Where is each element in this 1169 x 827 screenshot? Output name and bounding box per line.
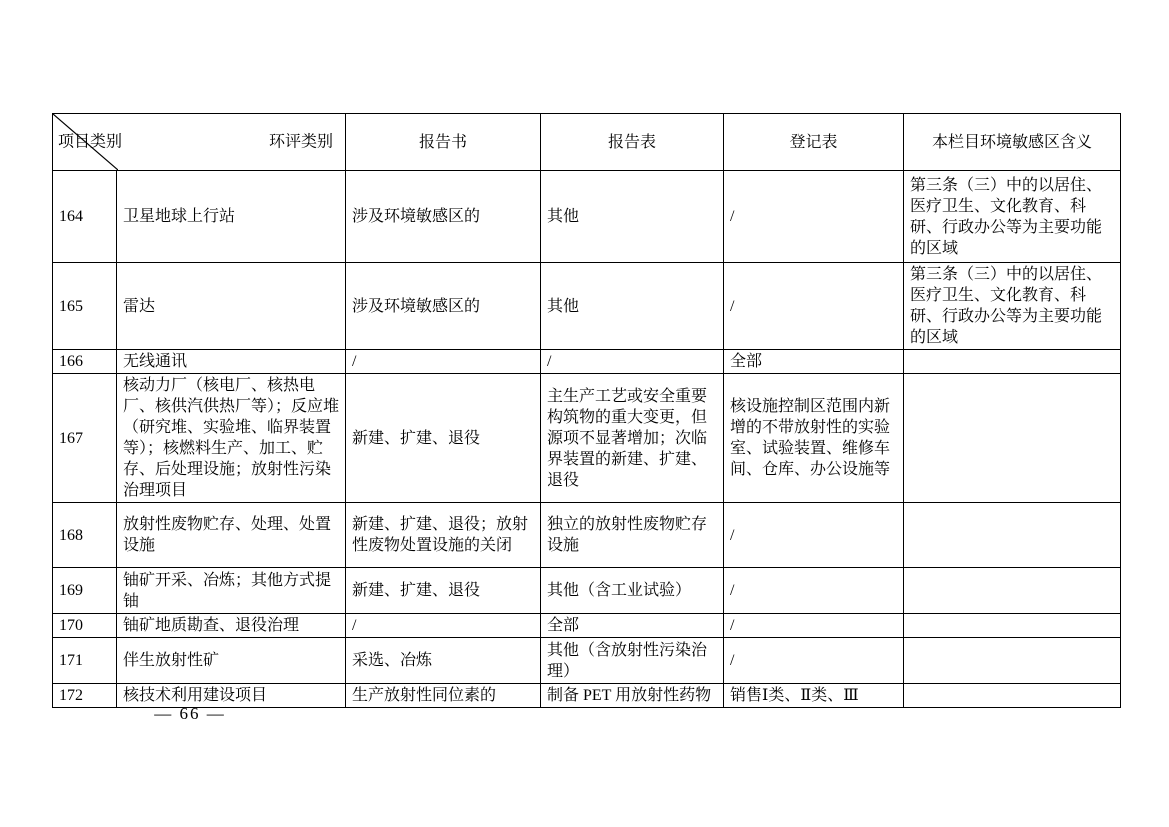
report-form-cell: 独立的放射性废物贮存设施 [541,503,724,568]
report-book-cell: 新建、扩建、退役；放射性废物处置设施的关闭 [346,503,541,568]
registration-form-cell: / [724,503,904,568]
table-row-171 [53,638,1121,684]
report-form-cell: 其他（含工业试验） [541,568,724,614]
table-row-167 [53,374,1121,503]
category-cell: 铀矿地质勘查、退役治理 [117,614,346,638]
category-cell: 雷达 [117,263,346,350]
row-id-cell: 167 [53,374,117,503]
report-form-cell: 其他 [541,263,724,350]
header-row [53,114,1121,171]
table-row-164 [53,171,1121,263]
report-book-cell: 涉及环境敏感区的 [346,171,541,263]
category-cell: 核技术利用建设项目 [117,684,346,708]
table-row-165 [53,263,1121,350]
column-header-report-book: 报告书 [346,114,541,171]
table-row-169 [53,568,1121,614]
report-book-cell: / [346,614,541,638]
column-header-report-form: 报告表 [541,114,724,171]
corner-label-eia-category: 环评类别 [268,133,333,151]
report-form-cell: 全部 [541,614,724,638]
sensitive-area-meaning-cell [904,374,1121,503]
report-form-cell: 其他（含放射性污染治理） [541,638,724,684]
row-id-cell: 164 [53,171,117,263]
category-cell: 伴生放射性矿 [117,638,346,684]
registration-form-cell: / [724,638,904,684]
row-id-cell: 170 [53,614,117,638]
registration-form-cell: / [724,614,904,638]
category-cell: 卫星地球上行站 [117,171,346,263]
sensitive-area-meaning-cell: 第三条（三）中的以居住、医疗卫生、文化教育、科研、行政办公等为主要功能的区域 [904,263,1121,350]
corner-label-project-category: 项目类别 [58,133,123,151]
column-header-sensitive-area-meaning: 本栏目环境敏感区含义 [904,114,1121,171]
column-header-registration-form: 登记表 [724,114,904,171]
report-form-cell: 制备 PET 用放射性药物 [541,684,724,708]
table-row-170 [53,614,1121,638]
registration-form-cell: / [724,171,904,263]
table-row-166 [53,350,1121,374]
row-id-cell: 165 [53,263,117,350]
report-book-cell: 新建、扩建、退役 [346,568,541,614]
registration-form-cell: / [724,568,904,614]
row-id-cell: 166 [53,350,117,374]
category-cell: 无线通讯 [117,350,346,374]
registration-form-cell: / [724,263,904,350]
registration-form-cell: 核设施控制区范围内新增的不带放射性的实验室、试验装置、维修车间、仓库、办公设施等 [724,374,904,503]
report-form-cell: 其他 [541,171,724,263]
row-id-cell: 168 [53,503,117,568]
corner-header-cell [53,114,346,171]
report-book-cell: 生产放射性同位素的 [346,684,541,708]
report-book-cell: 新建、扩建、退役 [346,374,541,503]
registration-form-cell: 销售Ⅰ类、Ⅱ类、Ⅲ [724,684,904,708]
table-row-168 [53,503,1121,568]
page-number: — 66 — [154,704,226,723]
eia-classification-table [52,113,1121,708]
sensitive-area-meaning-cell: 第三条（三）中的以居住、医疗卫生、文化教育、科研、行政办公等为主要功能的区域 [904,171,1121,263]
row-id-cell: 171 [53,638,117,684]
sensitive-area-meaning-cell [904,638,1121,684]
row-id-cell: 172 [53,684,117,708]
sensitive-area-meaning-cell [904,350,1121,374]
category-cell: 铀矿开采、冶炼；其他方式提铀 [117,568,346,614]
report-book-cell: / [346,350,541,374]
report-book-cell: 涉及环境敏感区的 [346,263,541,350]
category-cell: 放射性废物贮存、处理、处置设施 [117,503,346,568]
sensitive-area-meaning-cell [904,503,1121,568]
category-cell: 核动力厂（核电厂、核热电厂、核供汽供热厂等）；反应堆（研究堆、实验堆、临界装置等）；核燃料生产、加工、贮存、后处理设施；放射性污染治理项目 [117,374,346,503]
report-form-cell: / [541,350,724,374]
report-form-cell: 主生产工艺或安全重要构筑物的重大变更，但源项不显著增加；次临界装置的新建、扩建、退役 [541,374,724,503]
sensitive-area-meaning-cell [904,568,1121,614]
row-id-cell: 169 [53,568,117,614]
sensitive-area-meaning-cell [904,684,1121,708]
sensitive-area-meaning-cell [904,614,1121,638]
report-book-cell: 采选、冶炼 [346,638,541,684]
registration-form-cell: 全部 [724,350,904,374]
